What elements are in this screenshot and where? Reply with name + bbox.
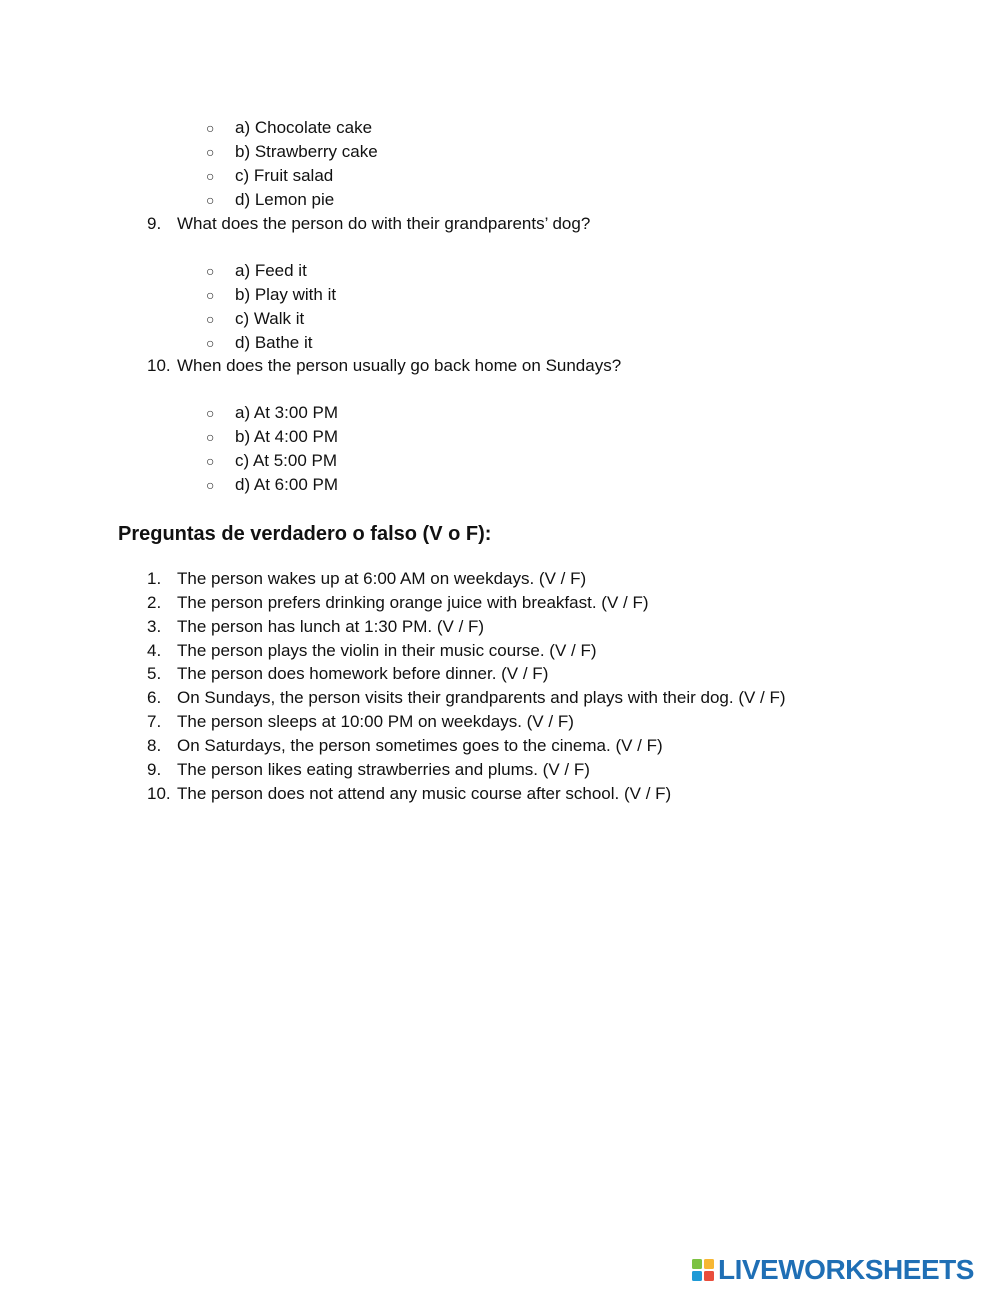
tf-item-number: 4. <box>147 641 162 660</box>
liveworksheets-logo[interactable] <box>692 1254 974 1286</box>
q10-option-c: c) At 5:00 PM <box>235 451 338 470</box>
bullet-icon: ○ <box>206 453 215 469</box>
tf-item-number: 10. <box>147 784 171 803</box>
tf-item-text: The person does not attend any music course after school. (V / F) <box>177 784 672 803</box>
liveworksheets-mark-icon <box>692 1259 714 1281</box>
tf-item-text: The person wakes up at 6:00 AM on weekdays. (V / F) <box>177 569 587 588</box>
q10-option-b: b) At 4:00 PM <box>235 427 338 446</box>
q10-option-d: d) At 6:00 PM <box>235 475 338 494</box>
q8-option-c: c) Fruit salad <box>235 166 334 185</box>
bullet-icon: ○ <box>206 287 215 303</box>
tf-item-number: 6. <box>147 688 162 707</box>
logo-text: LIVEWORKSHEETS <box>718 1254 974 1285</box>
q9-option-b: b) Play with it <box>235 285 337 304</box>
q8-option-d: d) Lemon pie <box>235 190 335 209</box>
bullet-icon: ○ <box>206 168 215 184</box>
q9-number: 9. <box>147 214 162 233</box>
tf-item-text: The person plays the violin in their music course. (V / F) <box>177 641 597 660</box>
bullet-icon: ○ <box>206 311 215 327</box>
q10-text: When does the person usually go back home on Sundays? <box>177 356 622 375</box>
q9-text: What does the person do with their grandparents’ dog? <box>177 214 591 233</box>
tf-item-text: The person has lunch at 1:30 PM. (V / F) <box>177 617 485 636</box>
tf-item-number: 3. <box>147 617 162 636</box>
q8-option-a: a) Chocolate cake <box>235 118 373 137</box>
q10-number: 10. <box>147 356 171 375</box>
tf-item-number: 1. <box>147 569 162 588</box>
q8-option-b: b) Strawberry cake <box>235 142 378 161</box>
bullet-icon: ○ <box>206 477 215 493</box>
tf-item-text: The person prefers drinking orange juice with breakfast. (V / F) <box>177 593 649 612</box>
tf-item-number: 2. <box>147 593 162 612</box>
bullet-icon: ○ <box>206 144 215 160</box>
tf-item-text: On Saturdays, the person sometimes goes to the cinema. (V / F) <box>177 736 663 755</box>
true-false-heading: Preguntas de verdadero o falso (V o F): <box>118 523 492 545</box>
q9-option-d: d) Bathe it <box>235 333 313 352</box>
tf-item-text: On Sundays, the person visits their grandparents and plays with their dog. (V / F) <box>177 688 786 707</box>
tf-item-number: 8. <box>147 736 162 755</box>
tf-item-text: The person does homework before dinner. (V / F) <box>177 664 549 683</box>
tf-item-text: The person likes eating strawberries and plums. (V / F) <box>177 760 590 779</box>
q9-option-a: a) Feed it <box>235 261 307 280</box>
bullet-icon: ○ <box>206 263 215 279</box>
tf-item-number: 5. <box>147 664 162 683</box>
bullet-icon: ○ <box>206 335 215 351</box>
bullet-icon: ○ <box>206 429 215 445</box>
q9-option-c: c) Walk it <box>235 309 305 328</box>
bullet-icon: ○ <box>206 192 215 208</box>
tf-item-number: 9. <box>147 760 162 779</box>
tf-item-text: The person sleeps at 10:00 PM on weekdays. (V / F) <box>177 712 574 731</box>
bullet-icon: ○ <box>206 405 215 421</box>
tf-item-number: 7. <box>147 712 162 731</box>
bullet-icon: ○ <box>206 120 215 136</box>
q10-option-a: a) At 3:00 PM <box>235 403 338 422</box>
